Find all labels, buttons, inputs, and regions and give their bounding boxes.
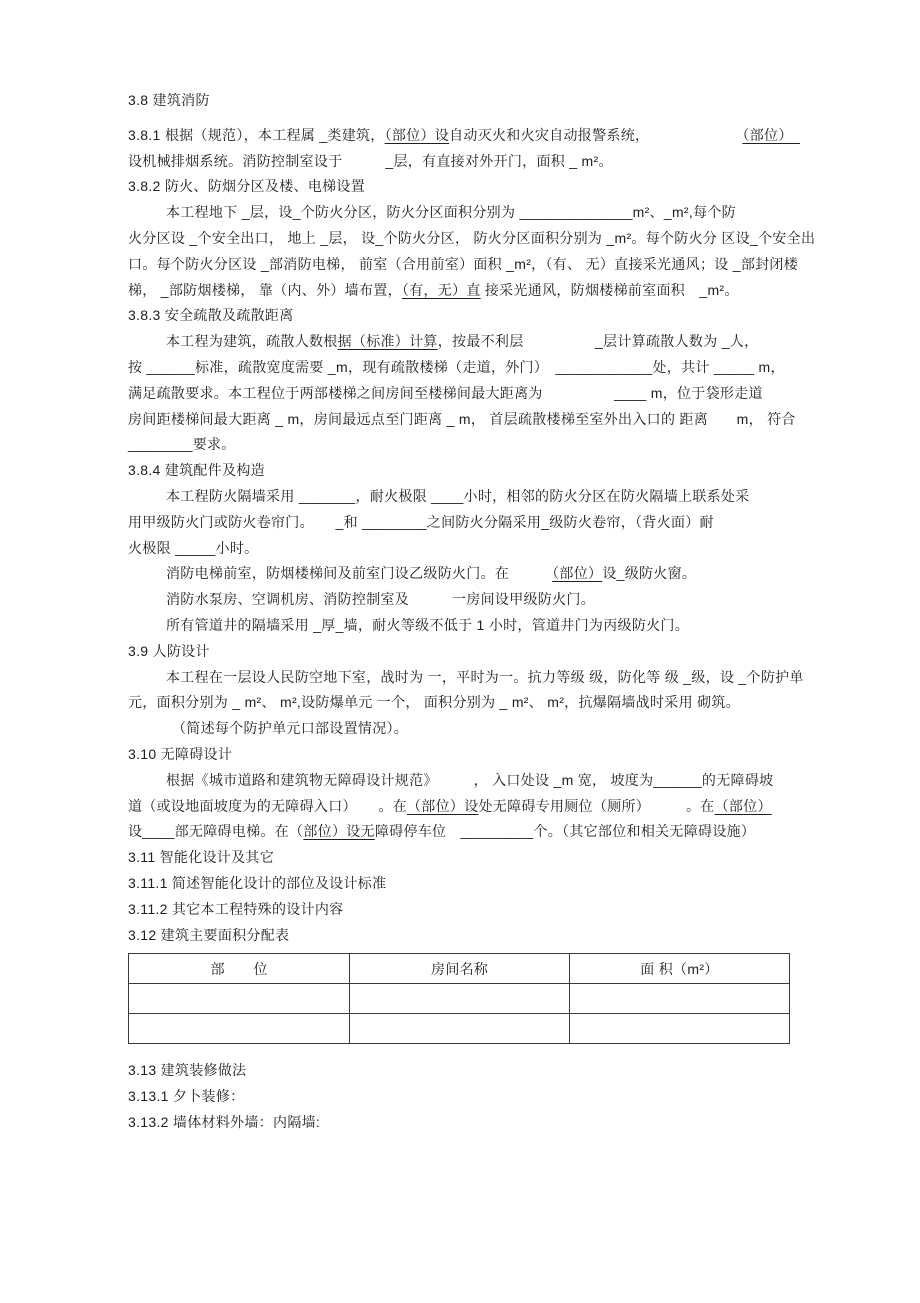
para-3-8-3-line2 [128,355,792,381]
text-run: 3.13.1 夕卜装修： [128,1088,245,1105]
table-header-row [129,954,790,984]
text-run: 3.8.4 建筑配件及构造 [128,462,265,479]
section-3-11-heading [128,845,792,871]
para-3-9-line2 [128,690,792,716]
text-run: ，按最不利层 _层计算疏散人数为 _人， [437,333,759,350]
text-run: 火分区设 _个安全出口， 地上 _层， 设_个防火分区， 防火分区面积分别为 _m²。每个防火分 区设_个安全出 [128,229,816,246]
text-run: 本工程在一层设人民防空地下室，战时为 一，平时为一。抗力等级 级，防化等 级 _级，设 _个防护单 [166,668,804,685]
table-cell-location [129,1014,350,1044]
para-3-8-2-line4 [128,278,792,304]
section-3-9-heading [128,639,792,665]
text-run: 3.10 无障碍设计 [128,745,233,762]
para-3-8-3-line5 [128,432,792,458]
table-header-location: 部 位 [129,954,350,984]
table-row [129,1014,790,1044]
para-3-8-2-line1 [128,200,792,226]
underlined-blank: （部位） [742,126,800,143]
text-run: 处无障碍专用厕位（厕所） 。在 [478,797,715,814]
text-run: 3.8.2 防火、防烟分区及楼、电梯设置 [128,178,366,195]
table-header-room-name: 房间名称 [350,954,569,984]
text-run: 3.11.1 简述智能化设计的部位及设计标准 [128,874,387,891]
text-run: 满足疏散要求。本工程位于两部楼梯之间房间至楼梯间最大距离为 ____ m，位于袋形走道 [128,384,763,401]
text-run: 接采光通风，防烟楼梯前室面积 _m²。 [480,281,739,298]
para-3-8-3-line3 [128,381,792,407]
section-3-8-2-heading [128,174,792,200]
text-run: 根据《城市道路和建筑物无障碍设计规范》 ， 入口处设 _m 宽， 坡度为______的无障碍坡 [166,771,774,788]
text-run: 3.11.2 其它本工程特殊的设计内容 [128,900,344,917]
text-run: 所有管道井的隔墙采用 _厚_墙，耐火等级不低于 1 小时，管道井门为丙级防火门。 [166,616,690,633]
underlined-blank: （部位）设 [407,797,479,814]
table-cell-area [569,984,789,1014]
para-3-8-2-line2 [128,226,816,252]
text-run: 3.11 智能化设计及其它 [128,849,274,866]
text-run: 3.8.1 根据（规范），本工程属 _类建筑， [128,126,385,143]
para-3-8-1-line1 [128,123,800,149]
text-run: 障碍停车位 _________个。（其它部位和相关无障碍设施） [374,823,756,840]
text-run: 3.8 建筑消防 [128,92,210,108]
section-3-13-2-line [128,1110,792,1136]
para-3-10-line3 [128,819,792,845]
text-run: 消防水泵房、空调机房、消防控制室及 一房间设甲级防火门。 [166,591,595,608]
text-run: 按 ______标准，疏散宽度需要 _m，现有疏散楼梯（走道，外门） ____________处，共计 _____ m， [128,358,785,375]
section-3-13-1-line [128,1084,792,1110]
section-3-12-heading [128,923,792,949]
text-run: 消防电梯前室，防烟楼梯间及前室门设乙级防火门。在 [166,565,553,582]
para-3-8-4-line1 [128,484,792,510]
text-run: （简述每个防护单元口部设置情况）。 [172,720,409,737]
para-3-8-4-line2 [128,510,792,536]
para-3-9-line1 [128,665,804,691]
para-3-8-3-line1 [128,329,792,355]
text-run: 本工程为建筑，疏散人数根 [166,333,338,350]
table-header-area: 面 积（m²） [569,954,789,984]
text-run: 3.9 人防设计 [128,642,210,659]
table-cell-room-name [350,984,569,1014]
clause-pipe-shaft-line [128,613,792,639]
text-run: 梯， _部防烟楼梯， 靠（内、外）墙布置， [128,281,402,298]
section-3-11-2-line [128,897,792,923]
text-run: 3.13.2 墙体材料外墙：内隔墙: [128,1113,321,1130]
underlined-blank: （部位）设 [384,126,450,143]
section-3-10-heading [128,742,792,768]
table-row [129,984,790,1014]
text-run: 本工程防火隔墙采用 _______，耐火极限 ____小时，相邻的防火分区在防火隔墙上联系处采 [166,487,750,504]
text-run: 火极限 _____小时。 [128,539,259,556]
text-run: 用甲级防火门或防火卷帘门。 _和 ________之间防火分隔采用_级防火卷帘，（背火面）耐 [128,513,714,530]
clause-fire-elevator-line [128,561,792,587]
para-3-8-4-line3 [128,536,792,562]
para-3-10-line2 [128,794,792,820]
section-3-11-1-line [128,871,792,897]
table-cell-location [129,984,350,1014]
section-3-8-4-heading [128,458,792,484]
section-3-8-heading [128,88,792,114]
text-run: 3.8.3 安全疏散及疏散距离 [128,307,294,324]
text-run: 道（或设地面坡度为的无障碍入口） 。在 [128,797,407,814]
para-3-8-2-line3 [128,252,799,278]
table-cell-room-name [350,1014,569,1044]
document-body-lower [128,1058,792,1135]
area-allocation-table [128,953,790,1044]
text-run: 设_级防火窗。 [602,565,697,582]
underlined-blank: 部位）设无 [303,823,375,840]
table-cell-area [569,1014,789,1044]
para-3-8-1-line2 [128,149,792,175]
clause-pump-room-line [128,587,792,613]
para-3-8-3-line4 [128,407,796,433]
text-run: 3.12 建筑主要面积分配表 [128,926,290,943]
text-run: 设机械排烟系统。消防控制室设于 _层，有直接对外开门，面积 _ m²。 [128,152,613,169]
underlined-blank: （部位） [714,797,772,814]
text-run: 设____部无障碍电梯。在（ [128,823,304,840]
text-run: 元，面积分别为 _ m²、 m²,设防爆单元 一个， 面积分别为 _ m²、 m²，抗爆隔墙战时采用 砌筑。 [128,694,740,711]
text-run: 口。每个防火分区设 _部消防电梯， 前室（合用前室）面积 _m²，（有、 无）直接采光通风；设 _部封闭楼 [128,255,799,272]
para-3-9-line3 [128,716,792,742]
text-run: ________要求。 [128,436,236,453]
underlined-blank: （有，无）直 [401,281,481,298]
para-3-10-line1 [128,768,792,794]
underlined-blank: （部位） [552,565,603,582]
text-run: 本工程地下 _层，设_个防火分区，防火分区面积分别为 ______________m²、_m²,每个防 [166,204,736,221]
document-body-upper [128,88,816,948]
text-run: 房间距楼梯间最大距离 _ m，房间最远点至门距离 _ m， 首层疏散楼梯至室外出入口的 距离 m， 符合 [128,410,796,427]
underlined-blank: 据（标准）计算 [337,333,438,350]
section-3-13-heading [128,1058,792,1084]
section-3-8-3-heading [128,303,792,329]
text-run: 3.13 建筑装修做法 [128,1062,247,1079]
text-run: 自动灭火和火灾自动报警系统， [449,126,743,143]
